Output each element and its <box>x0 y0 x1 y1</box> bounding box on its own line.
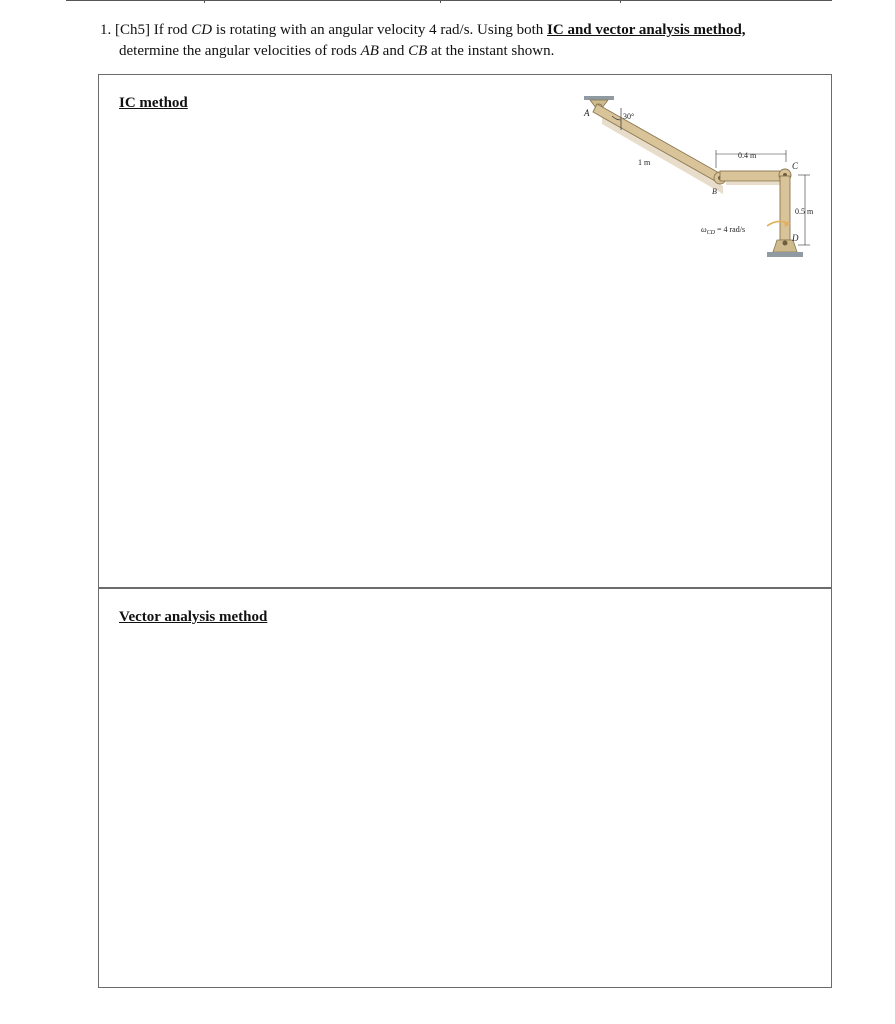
chapter-ref: [Ch5] <box>115 22 150 38</box>
question-text-segment: determine the angular velocities of rods <box>119 43 361 59</box>
question-text <box>100 20 830 62</box>
top-rule-tick <box>440 0 441 3</box>
rod-bc-shadow <box>726 181 784 185</box>
label-length-ab: 1 m <box>638 158 651 167</box>
vector-analysis-title: Vector analysis method <box>119 609 268 625</box>
linkage-figure <box>578 90 828 262</box>
rod-ab-label: AB <box>360 43 379 59</box>
method-emphasis: IC and vector analysis method, <box>547 22 746 38</box>
question-number: 1. <box>100 22 112 38</box>
top-rule-tick <box>620 0 621 3</box>
ic-method-title: IC method <box>119 95 188 111</box>
question-line-2 <box>100 41 830 62</box>
label-point-c: C <box>792 161 799 171</box>
rod-cd <box>780 176 790 240</box>
rod-cb-label: CB <box>408 43 428 59</box>
question-line-1 <box>100 20 830 41</box>
label-point-a: A <box>584 108 590 118</box>
vector-analysis-box[interactable] <box>98 587 832 988</box>
omega-subscript: CD <box>706 230 715 236</box>
label-point-d: D <box>792 233 799 243</box>
label-angle: 30° <box>623 112 635 121</box>
top-rule-tick <box>204 0 205 3</box>
omega-symbol: ω <box>701 225 707 234</box>
question-text-segment: is rotating with an angular velocity 4 rad/s. Using both <box>212 22 548 38</box>
label-omega-cd <box>701 225 745 236</box>
label-length-cd: 0.5 m <box>795 207 814 216</box>
label-point-b: B <box>712 187 717 196</box>
question-text-segment: and <box>378 43 409 59</box>
question-text-segment: If rod <box>150 22 192 38</box>
label-length-bc: 0.4 m <box>738 151 757 160</box>
rod-bc <box>720 171 784 181</box>
question-text-segment: at the instant shown. <box>427 43 555 59</box>
omega-value: = 4 rad/s <box>715 225 746 234</box>
rod-cd-label: CD <box>191 22 213 38</box>
rod-ab <box>593 104 721 182</box>
linkage-diagram <box>578 90 828 262</box>
top-rule <box>66 0 832 1</box>
